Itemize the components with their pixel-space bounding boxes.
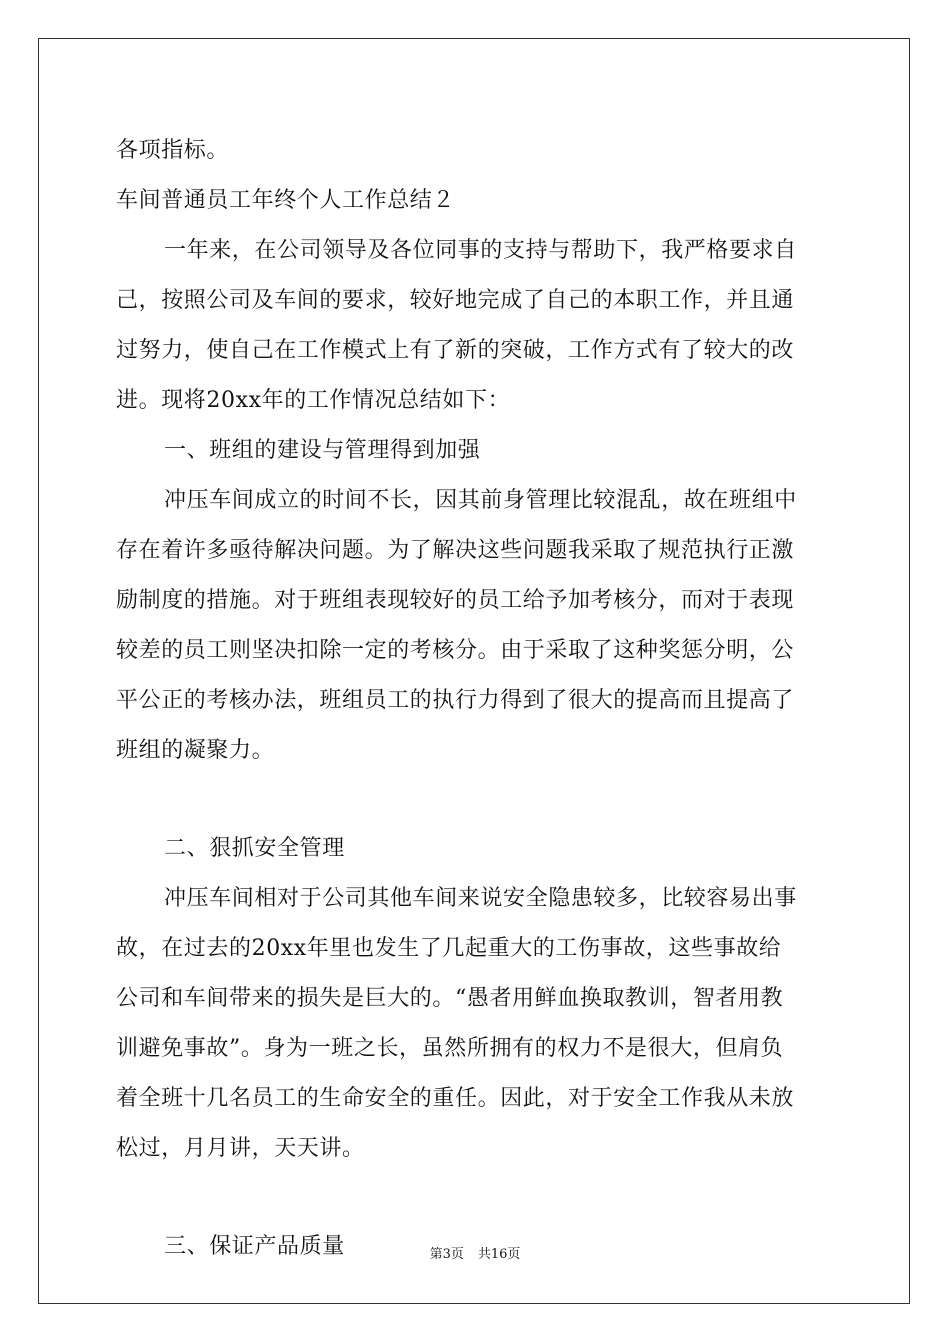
paragraph-line: 冲压车间相对于公司其他车间来说安全隐患较多，比较容易出事 (164, 886, 797, 911)
paragraph-line: 松过，月月讲，天天讲。 (116, 1136, 365, 1161)
heading-team-building: 一、班组的建设与管理得到加强 (164, 438, 481, 463)
section-title: 车间普通员工年终个人工作总结２ (116, 188, 456, 213)
page-footer (0, 1246, 950, 1264)
paragraph-line: 过努力，使自己在工作模式上有了新的突破，工作方式有了较大的改 (116, 338, 795, 363)
document-body (116, 126, 832, 1272)
paragraph-line: 己，按照公司及车间的要求，较好地完成了自己的本职工作，并且通 (116, 288, 795, 313)
paragraph-spacing (116, 776, 832, 824)
heading-safety: 二、狠抓安全管理 (164, 836, 345, 861)
paragraph-line: 较差的员工则坚决扣除一定的考核分。由于采取了这种奖惩分明，公 (116, 638, 795, 663)
paragraph-spacing (116, 1174, 832, 1222)
paragraph-line: 进。现将20xx年的工作情况总结如下： (116, 388, 511, 413)
paragraph-line: 班组的凝聚力。 (116, 738, 275, 763)
paragraph-line: 故，在过去的20xx年里也发生了几起重大的工伤事故，这些事故给 (116, 936, 782, 961)
text-line: 各项指标。 (116, 138, 230, 163)
paragraph-line: 一年来，在公司领导及各位同事的支持与帮助下，我严格要求自 (164, 238, 797, 263)
paragraph-line: 公司和车间带来的损失是巨大的。“愚者用鲜血换取教训，智者用教 (116, 986, 784, 1011)
paragraph-line: 着全班十几名员工的生命安全的重任。因此，对于安全工作我从未放 (116, 1086, 795, 1111)
heading-quality: 三、保证产品质量 (164, 1234, 345, 1259)
paragraph-line: 冲压车间成立的时间不长，因其前身管理比较混乱，故在班组中 (164, 488, 797, 513)
paragraph-line: 励制度的措施。对于班组表现较好的员工给予加考核分，而对于表现 (116, 588, 795, 613)
paragraph-line: 平公正的考核办法，班组员工的执行力得到了很大的提高而且提高了 (116, 688, 795, 713)
page-number: 第3页 (429, 1247, 464, 1262)
paragraph-line: 训避免事故”。身为一班之长，虽然所拥有的权力不是很大，但肩负 (116, 1036, 784, 1061)
paragraph-line: 存在着许多亟待解决问题。为了解决这些问题我采取了规范执行正激 (116, 538, 795, 563)
page-total: 共16页 (477, 1247, 521, 1262)
